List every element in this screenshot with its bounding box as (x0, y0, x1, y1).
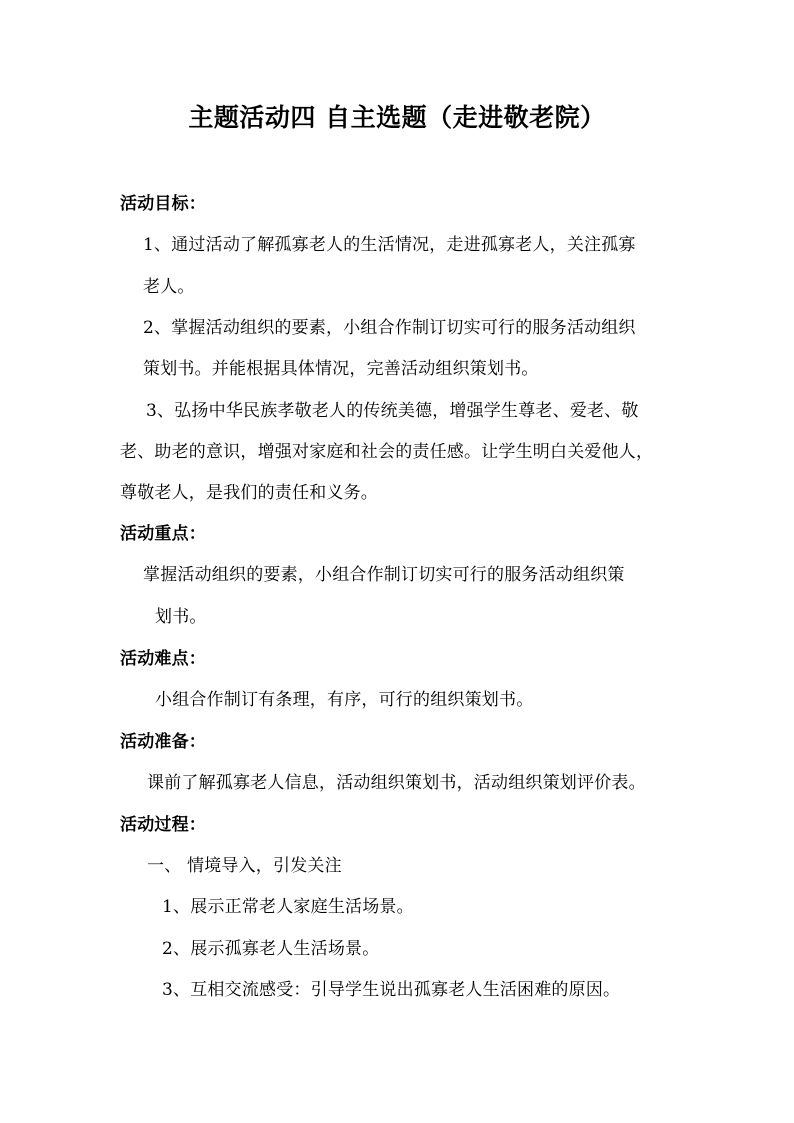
goal-line-7: 尊敬老人，是我们的责任和义务。 (120, 483, 378, 503)
process-line-1: 一、 情境导入，引发关注 (147, 856, 342, 876)
heading-difficulties: 活动难点： (120, 649, 206, 669)
goal-line-1: 1、通过活动了解孤寡老人的生活情况，走进孤寡老人，关注孤寡 (143, 235, 636, 255)
page-title: 主题活动四 自主选题（走进敬老院） (188, 103, 606, 132)
goal-line-3: 2、掌握活动组织的要素，小组合作制订切实可行的服务活动组织 (143, 318, 636, 338)
difficulty-line-1: 小组合作制订有条理，有序，可行的组织策划书。 (155, 690, 534, 710)
key-point-line-2: 划书。 (155, 607, 207, 627)
process-line-3: 2、展示孤寡老人生活场景。 (162, 939, 380, 959)
goal-line-2: 老人。 (143, 277, 195, 297)
goal-line-4: 策划书。并能根据具体情况，完善活动组织策划书。 (143, 359, 539, 379)
key-point-line-1: 掌握活动组织的要素，小组合作制订切实可行的服务活动组织策 (143, 565, 625, 585)
preparation-line-1: 课前了解孤寡老人信息，活动组织策划书，活动组织策划评价表。 (147, 773, 646, 793)
goal-line-5: 3、弘扬中华民族孝敬老人的传统美德，增强学生尊老、爱老、敬 (146, 401, 639, 421)
heading-preparation: 活动准备： (120, 732, 206, 752)
process-line-2: 1、展示正常老人家庭生活场景。 (162, 897, 414, 917)
process-line-4: 3、互相交流感受：引导学生说出孤寡老人生活困难的原因。 (162, 980, 621, 1000)
goal-line-6: 老、助老的意识，增强对家庭和社会的责任感。让学生明白关爱他人， (120, 442, 654, 462)
heading-key-points: 活动重点： (120, 524, 206, 544)
heading-process: 活动过程： (120, 815, 206, 835)
heading-goals: 活动目标： (120, 194, 206, 214)
